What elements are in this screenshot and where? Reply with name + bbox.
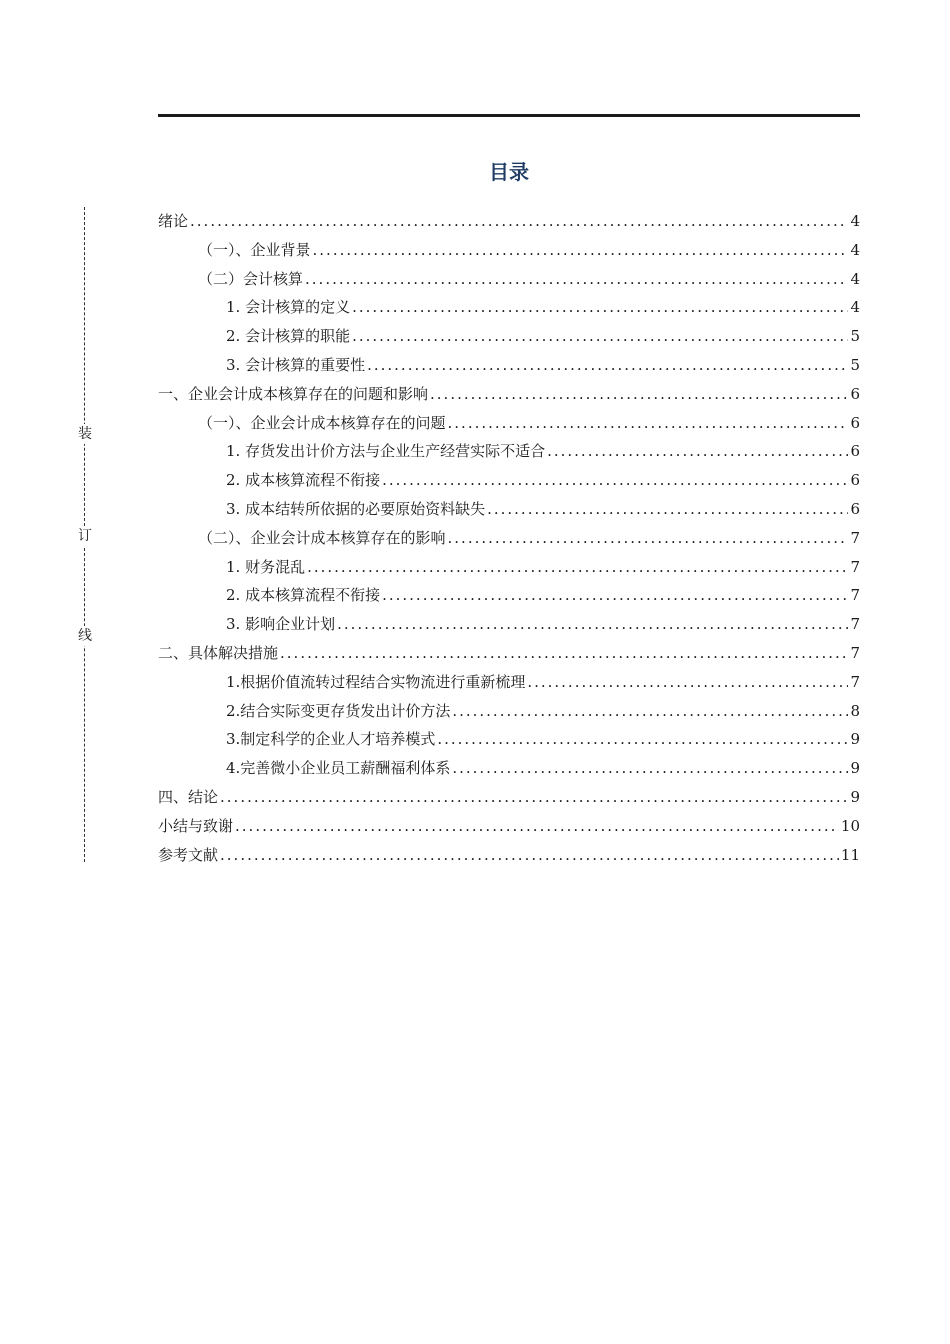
toc-entry-page: 7 bbox=[850, 586, 860, 605]
toc-title: 目录 bbox=[489, 160, 529, 184]
toc-leader-dots bbox=[337, 610, 848, 639]
toc-entry[interactable] bbox=[158, 639, 860, 668]
toc-entry[interactable] bbox=[158, 351, 860, 380]
toc-entry-page: 4 bbox=[850, 298, 860, 317]
toc-entry-text: 3. 成本结转所依据的必要原始资料缺失 bbox=[226, 499, 486, 518]
toc-leader-dots bbox=[437, 725, 848, 754]
binding-char-zhuang: 装 bbox=[78, 426, 92, 442]
toc-entry-page: 9 bbox=[850, 759, 860, 778]
toc-entry-text: 1.根据价值流转过程结合实物流进行重新梳理 bbox=[226, 672, 526, 691]
toc-entry-page: 9 bbox=[850, 730, 860, 749]
toc-entry-text: 3. 影响企业计划 bbox=[226, 615, 336, 634]
toc-leader-dots bbox=[452, 697, 848, 726]
toc-entry-page: 6 bbox=[850, 384, 860, 403]
toc-entry[interactable] bbox=[158, 754, 860, 783]
binding-char-ding: 订 bbox=[78, 528, 92, 544]
toc-entry[interactable] bbox=[158, 466, 860, 495]
toc-leader-dots bbox=[305, 265, 848, 294]
toc-entry-page: 5 bbox=[850, 327, 860, 346]
toc-entry[interactable] bbox=[158, 524, 860, 553]
toc-entry[interactable] bbox=[158, 293, 860, 322]
toc-entry[interactable] bbox=[158, 812, 860, 841]
toc-leader-dots bbox=[487, 495, 848, 524]
toc-entry-text: 小结与致谢 bbox=[158, 816, 234, 835]
toc-leader-dots bbox=[235, 812, 839, 841]
toc-leader-dots bbox=[382, 581, 848, 610]
toc-leader-dots bbox=[547, 437, 848, 466]
toc-entry-text: 四、结论 bbox=[158, 787, 219, 806]
toc-entry-page: 6 bbox=[850, 442, 860, 461]
toc-entry-text: 1. 存货发出计价方法与企业生产经营实际不适合 bbox=[226, 442, 546, 461]
toc-entry-text: 1. 会计核算的定义 bbox=[226, 298, 351, 317]
toc-entry[interactable] bbox=[158, 236, 860, 265]
toc-entry-page: 4 bbox=[850, 212, 860, 230]
toc-entry[interactable] bbox=[158, 265, 860, 294]
toc-entry-page: 6 bbox=[850, 499, 860, 518]
toc-entry[interactable] bbox=[158, 610, 860, 639]
toc-entry[interactable] bbox=[158, 841, 860, 870]
toc-leader-dots bbox=[352, 293, 848, 322]
toc-entry[interactable] bbox=[158, 668, 860, 697]
toc-entry-text: （一）、企业会计成本核算存在的问题 bbox=[198, 413, 446, 432]
toc-entry-text: 3. 会计核算的重要性 bbox=[226, 355, 366, 374]
toc-leader-dots bbox=[448, 524, 849, 553]
toc-entry[interactable] bbox=[158, 581, 860, 610]
toc-entry-text: 2. 成本核算流程不衔接 bbox=[226, 471, 381, 490]
toc-entry-text: 绪论 bbox=[158, 212, 189, 230]
toc-entry-page: 4 bbox=[850, 269, 860, 288]
toc-entry-page: 6 bbox=[850, 413, 860, 432]
toc-leader-dots bbox=[527, 668, 848, 697]
toc-entry-page: 7 bbox=[850, 643, 860, 662]
toc-leader-dots bbox=[352, 322, 848, 351]
toc-leader-dots bbox=[448, 409, 849, 438]
toc-entry[interactable] bbox=[158, 380, 860, 409]
toc-entry[interactable] bbox=[158, 322, 860, 351]
toc-entry-text: （二）会计核算 bbox=[198, 269, 304, 288]
toc-entry-text: 参考文献 bbox=[158, 845, 219, 864]
toc-entry-page: 9 bbox=[850, 787, 860, 806]
toc-leader-dots bbox=[280, 639, 848, 668]
toc-entry-text: （一）、企业背景 bbox=[198, 240, 311, 259]
toc-entry[interactable] bbox=[158, 437, 860, 466]
toc-entry-text: 二、具体解决措施 bbox=[158, 643, 279, 662]
toc-entry-page: 11 bbox=[840, 845, 860, 864]
header-rule bbox=[158, 114, 860, 117]
toc-entry-page: 7 bbox=[850, 528, 860, 547]
toc-leader-dots bbox=[382, 466, 848, 495]
binding-char-xian: 线 bbox=[78, 628, 92, 644]
table-of-contents bbox=[158, 207, 860, 869]
toc-entry-text: 一、企业会计成本核算存在的问题和影响 bbox=[158, 384, 429, 403]
toc-entry[interactable] bbox=[158, 697, 860, 726]
toc-entry[interactable] bbox=[158, 553, 860, 582]
toc-entry-page: 10 bbox=[840, 816, 860, 835]
toc-entry[interactable] bbox=[158, 725, 860, 754]
toc-entry-text: 2. 成本核算流程不衔接 bbox=[226, 586, 381, 605]
toc-entry[interactable] bbox=[158, 207, 860, 236]
toc-entry-text: 4.完善微小企业员工薪酬福利体系 bbox=[226, 759, 451, 778]
toc-leader-dots bbox=[190, 207, 848, 236]
toc-entry[interactable] bbox=[158, 783, 860, 812]
toc-entry-text: 1. 财务混乱 bbox=[226, 557, 306, 576]
toc-entry-page: 7 bbox=[850, 615, 860, 634]
toc-entry-page: 7 bbox=[850, 557, 860, 576]
toc-entry-page: 4 bbox=[850, 240, 860, 259]
toc-entry-text: 2.结合实际变更存货发出计价方法 bbox=[226, 701, 451, 720]
toc-leader-dots bbox=[452, 754, 848, 783]
toc-entry-page: 6 bbox=[850, 471, 860, 490]
toc-leader-dots bbox=[220, 841, 839, 870]
toc-leader-dots bbox=[307, 553, 848, 582]
toc-entry-page: 7 bbox=[850, 672, 860, 691]
toc-entry[interactable] bbox=[158, 409, 860, 438]
toc-entry-text: （二）、企业会计成本核算存在的影响 bbox=[198, 528, 446, 547]
toc-entry-text: 2. 会计核算的职能 bbox=[226, 327, 351, 346]
toc-entry-page: 8 bbox=[850, 701, 860, 720]
toc-leader-dots bbox=[430, 380, 848, 409]
toc-entry-text: 3.制定科学的企业人才培养模式 bbox=[226, 730, 436, 749]
toc-leader-dots bbox=[220, 783, 848, 812]
toc-leader-dots bbox=[313, 236, 849, 265]
toc-entry-page: 5 bbox=[850, 355, 860, 374]
toc-leader-dots bbox=[367, 351, 848, 380]
toc-entry[interactable] bbox=[158, 495, 860, 524]
